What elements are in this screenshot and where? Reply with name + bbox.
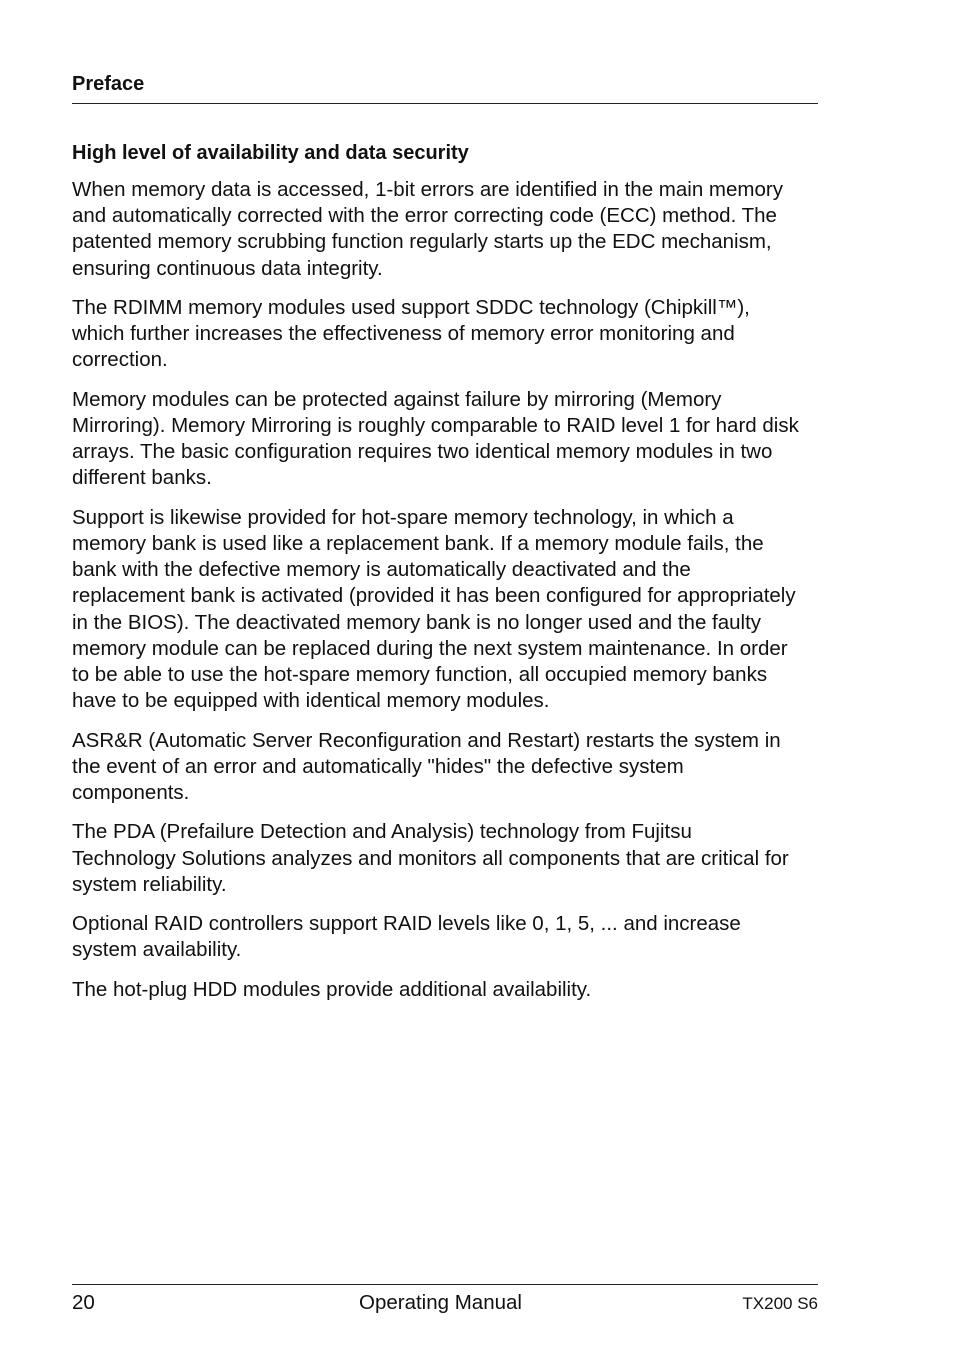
text-line: replacement bank is activated (provided it has been configured for appropriately [72,584,796,608]
paragraph-asrr [72,728,818,807]
text-line: The hot-plug HDD modules provide additional availability. [72,977,592,1001]
section-heading: High level of availability and data security [72,142,469,164]
text-line: Support is likewise provided for hot-spare memory technology, in which a [72,505,734,529]
text-line: patented memory scrubbing function regularly starts up the EDC mechanism, [72,230,772,254]
text-line: memory bank is used like a replacement bank. If a memory module fails, the [72,532,764,555]
text-line: Mirroring). Memory Mirroring is roughly comparable to RAID level 1 for hard disk [72,414,799,437]
text-line: ensuring continuous data integrity. [72,256,383,280]
paragraph-hot-plug [72,977,818,1003]
text-line: The PDA (Prefailure Detection and Analysis) technology from Fujitsu [72,820,692,844]
product-name: TX200 S6 [742,1294,818,1313]
header-title: Preface [72,73,145,95]
text-line: Optional RAID controllers support RAID levels like 0, 1, 5, ... and increase [72,912,741,936]
text-line: arrays. The basic configuration requires two identical memory modules in two [72,440,773,464]
text-line: the event of an error and automatically "hides" the defective system [72,754,684,778]
text-line: in the BIOS). The deactivated memory bank is no longer used and the faulty [72,610,762,634]
text-line: system reliability. [72,872,227,896]
text-line: and automatically corrected with the error correcting code (ECC) method. The [72,204,777,228]
text-line: When memory data is accessed, 1-bit errors are identified in the main memory [72,178,783,201]
paragraph-ecc [72,177,818,282]
text-line: which further increases the effectiveness of memory error monitoring and [72,322,735,346]
manual-title: Operating Manual [359,1291,522,1314]
text-line: Memory modules can be protected against failure by mirroring (Memory [72,387,722,411]
text-line: components. [72,781,190,805]
text-line: ASR&R (Automatic Server Reconfiguration and Restart) restarts the system in [72,728,781,752]
paragraph-mirroring [72,387,818,492]
text-line: correction. [72,348,168,372]
text-line: have to be equipped with identical memory modules. [72,689,550,713]
page-content [72,139,818,1016]
paragraph-pda [72,819,818,898]
text-line: The RDIMM memory modules used support SDDC technology (Chipkill™), [72,296,750,319]
text-line: bank with the defective memory is automatically deactivated and the [72,558,691,582]
paragraph-raid [72,911,818,963]
text-line: to be able to use the hot-spare memory function, all occupied memory banks [72,663,768,687]
text-line: system availability. [72,938,242,962]
text-line: different banks. [72,466,212,490]
page-footer [72,1284,818,1325]
page-number: 20 [72,1291,95,1314]
page-header [72,70,818,104]
text-line: memory module can be replaced during the next system maintenance. In order [72,636,788,660]
paragraph-hot-spare [72,505,818,715]
text-line: Technology Solutions analyzes and monitors all components that are critical for [72,846,789,870]
paragraph-sddc [72,295,818,374]
